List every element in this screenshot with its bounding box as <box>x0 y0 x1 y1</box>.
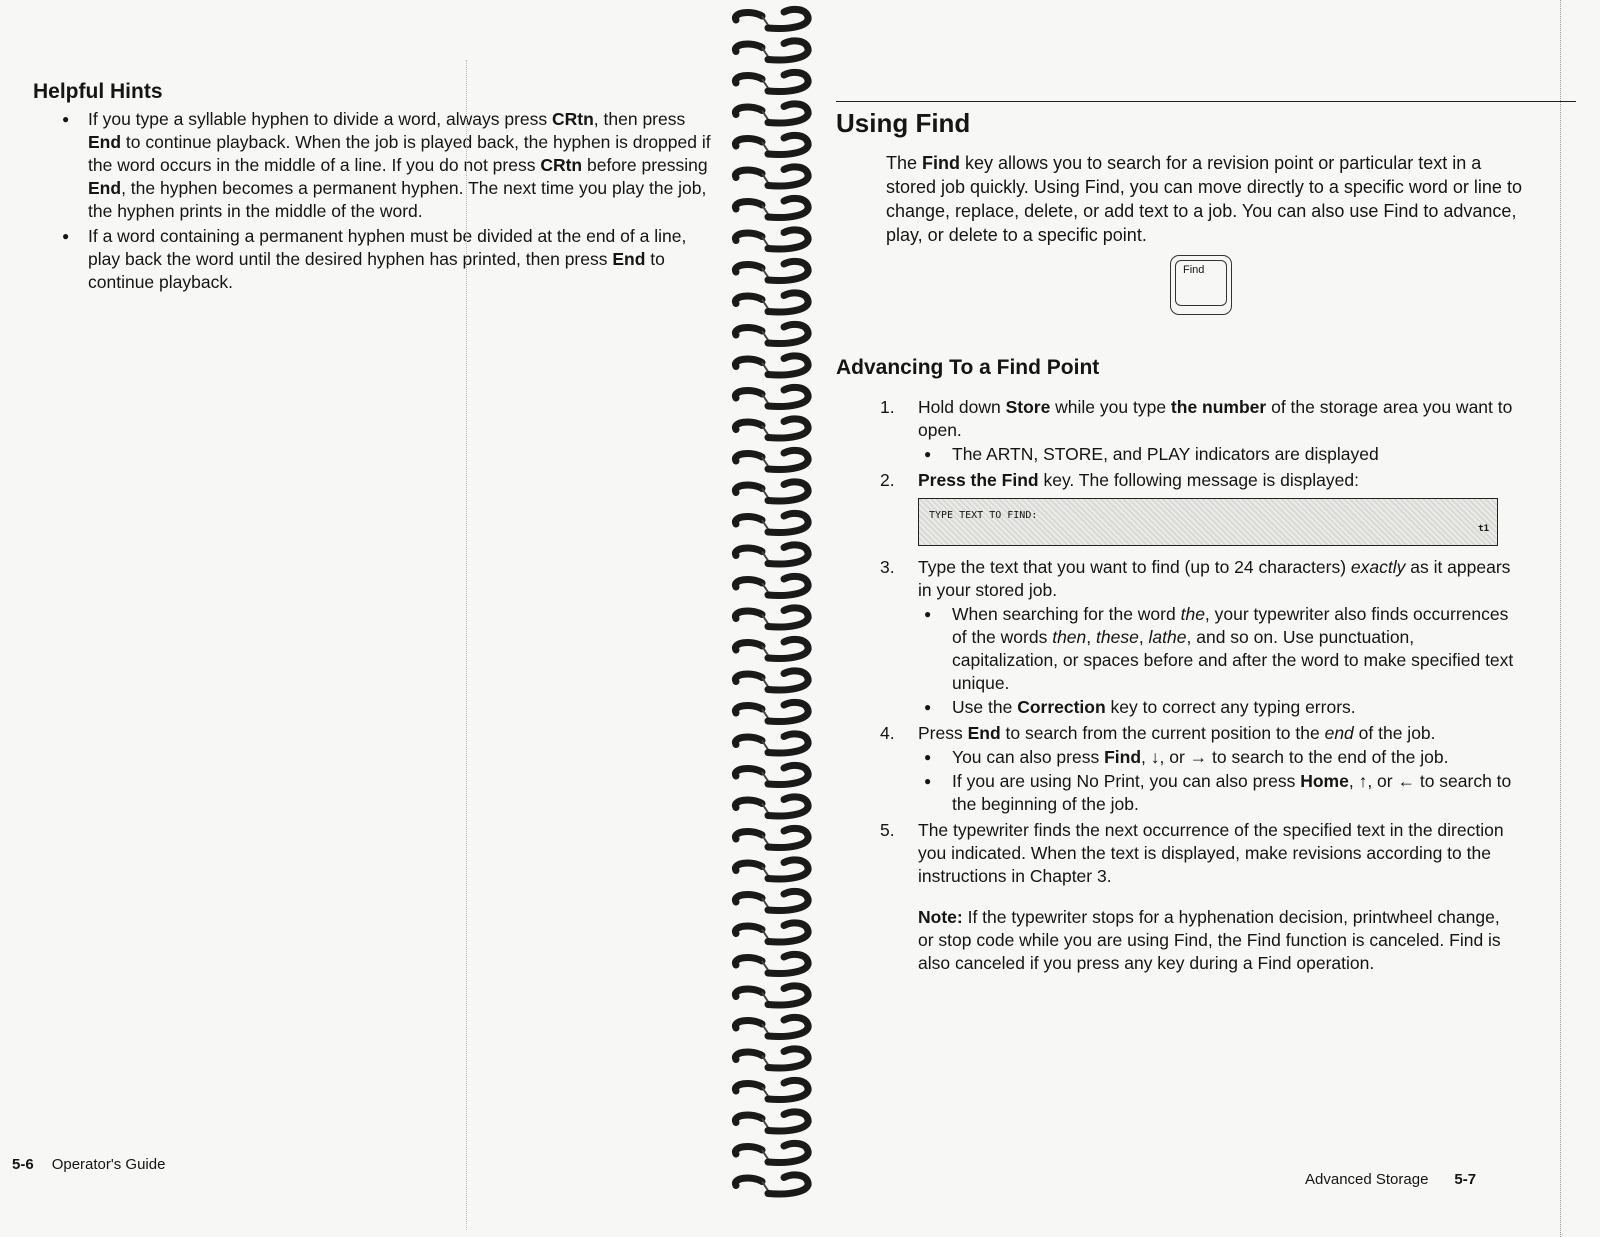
display-indicator: t1 <box>1478 524 1489 534</box>
step-text: Press End to search from the current position to the end of the job. <box>918 723 1436 743</box>
binding-ring <box>735 671 808 690</box>
left-page-footer <box>12 1156 165 1173</box>
binding-ring <box>735 261 808 280</box>
binding-ring <box>735 482 808 501</box>
advancing-heading: Advancing To a Find Point <box>836 356 1100 379</box>
find-key-icon <box>1170 255 1232 315</box>
binding-ring <box>735 734 808 753</box>
binding-ring <box>735 765 808 784</box>
binding-ring <box>735 356 808 375</box>
binding-ring <box>735 387 808 406</box>
step-number: 4. <box>880 723 895 743</box>
fold-line <box>466 60 467 1230</box>
binding-ring <box>735 167 808 186</box>
step-number: 1. <box>880 397 895 417</box>
right-page-number: 5-7 <box>1454 1171 1477 1188</box>
binding-ring <box>735 923 808 942</box>
left-page-number: 5-6 <box>12 1156 34 1173</box>
binding-ring <box>735 1080 808 1099</box>
step-item <box>880 469 1520 546</box>
binding-ring <box>735 576 808 595</box>
step-number: 3. <box>880 557 895 577</box>
hint-item: ● If you type a syllable hyphen to divide a word, always press CRtn, then press End to continue playback. When the job is played back, the hyphen is dropped if the word occurs in the middle of a line. If you do not press CRtn before pressing End, the hyphen becomes a permanent hyphen. The next time you play the job, the hyphen prints in the middle of the word. <box>60 108 715 223</box>
binding-ring <box>735 1112 808 1131</box>
step-item <box>880 556 1520 719</box>
binding-ring <box>735 450 808 469</box>
binding-ring <box>735 860 808 879</box>
binding-ring <box>735 1049 808 1068</box>
binding-ring <box>735 1017 808 1036</box>
binding-ring <box>735 639 808 658</box>
binding-ring <box>735 1143 808 1162</box>
step-text: The typewriter finds the next occurrence of the specified text in the direction you indicated. When the text is displayed, make revisions according to the instructions in Chapter 3. <box>918 820 1504 886</box>
procedure-steps <box>880 396 1520 975</box>
step-bullet: ● If you are using No Print, you can also press Home, ↑, or ← to search to the beginning of the job. <box>918 770 1520 816</box>
right-page <box>820 0 1600 1237</box>
using-find-heading: Using Find <box>836 108 971 138</box>
helpful-hints-heading: Helpful Hints <box>33 80 163 103</box>
binding-ring <box>735 230 808 249</box>
right-footer-title: Advanced Storage <box>1305 1171 1429 1188</box>
step-item <box>880 396 1520 466</box>
binding-ring <box>735 72 808 91</box>
binding-ring <box>735 293 808 312</box>
binding-ring <box>735 954 808 973</box>
binding-ring <box>735 797 808 816</box>
binding-ring <box>735 41 808 60</box>
step-bullet: ● The ARTN, STORE, and PLAY indicators are displayed <box>918 443 1520 466</box>
note-label: Note: <box>918 907 963 927</box>
spiral-binding <box>728 0 820 1237</box>
step-item <box>880 722 1520 816</box>
binding-ring <box>735 828 808 847</box>
find-key-label: Find <box>1175 260 1227 306</box>
step-bullet: ● Use the Correction key to correct any typing errors. <box>918 696 1520 719</box>
step-text: Press the Find key. The following message is displayed: <box>918 470 1359 490</box>
left-footer-title: Operator's Guide <box>51 1156 166 1173</box>
hint-item: ● If a word containing a permanent hyphen must be divided at the end of a line, play back the word until the desired hyphen has printed, then press End to continue playback. <box>60 225 715 294</box>
using-find-intro: The Find key allows you to search for a revision point or particular text in a stored job quickly. Using Find, you can move directly to a specific word or line to change, replace, delete, or add text to a job. You can also use Find to advance, play, or delete to a specific point. <box>886 153 1522 245</box>
binding-ring <box>735 608 808 627</box>
step-bullet: ● You can also press Find, ↓, or → to search to the end of the job. <box>918 746 1520 769</box>
binding-ring <box>735 1175 808 1194</box>
binding-ring <box>735 986 808 1005</box>
binding-ring <box>735 419 808 438</box>
binding-ring <box>735 135 808 154</box>
binding-ring <box>735 198 808 217</box>
binding-ring <box>735 104 808 123</box>
section-rule <box>836 101 1576 102</box>
right-page-footer <box>1305 1171 1476 1188</box>
binding-ring <box>735 324 808 343</box>
step-number: 5. <box>880 820 895 840</box>
step-item <box>880 819 1520 888</box>
helpful-hints-list <box>60 108 715 296</box>
binding-ring <box>735 545 808 564</box>
display-message-text: TYPE TEXT TO FIND: <box>929 510 1038 521</box>
note-paragraph: Note: If the typewriter stops for a hyphenation decision, printwheel change, or stop code while you are using Find, the Find function is canceled. Find is also canceled if you press any key during a Find operation. <box>918 907 1501 973</box>
binding-ring <box>735 9 808 28</box>
display-message-box <box>918 498 1498 546</box>
left-page <box>0 0 725 1237</box>
binding-ring <box>735 891 808 910</box>
step-number: 2. <box>880 470 895 490</box>
step-text: Type the text that you want to find (up to 24 characters) exactly as it appears in your stored job. <box>918 557 1511 600</box>
binding-ring <box>735 702 808 721</box>
page-edge <box>1560 0 1561 1237</box>
step-bullet: ● When searching for the word the, your typewriter also finds occurrences of the words then, these, lathe, and so on. Use punctuation, capitalization, or spaces before and after the word to make specified text unique. <box>918 603 1520 695</box>
step-text: Hold down Store while you type the number of the storage area you want to open. <box>918 397 1513 440</box>
binding-ring <box>735 513 808 532</box>
